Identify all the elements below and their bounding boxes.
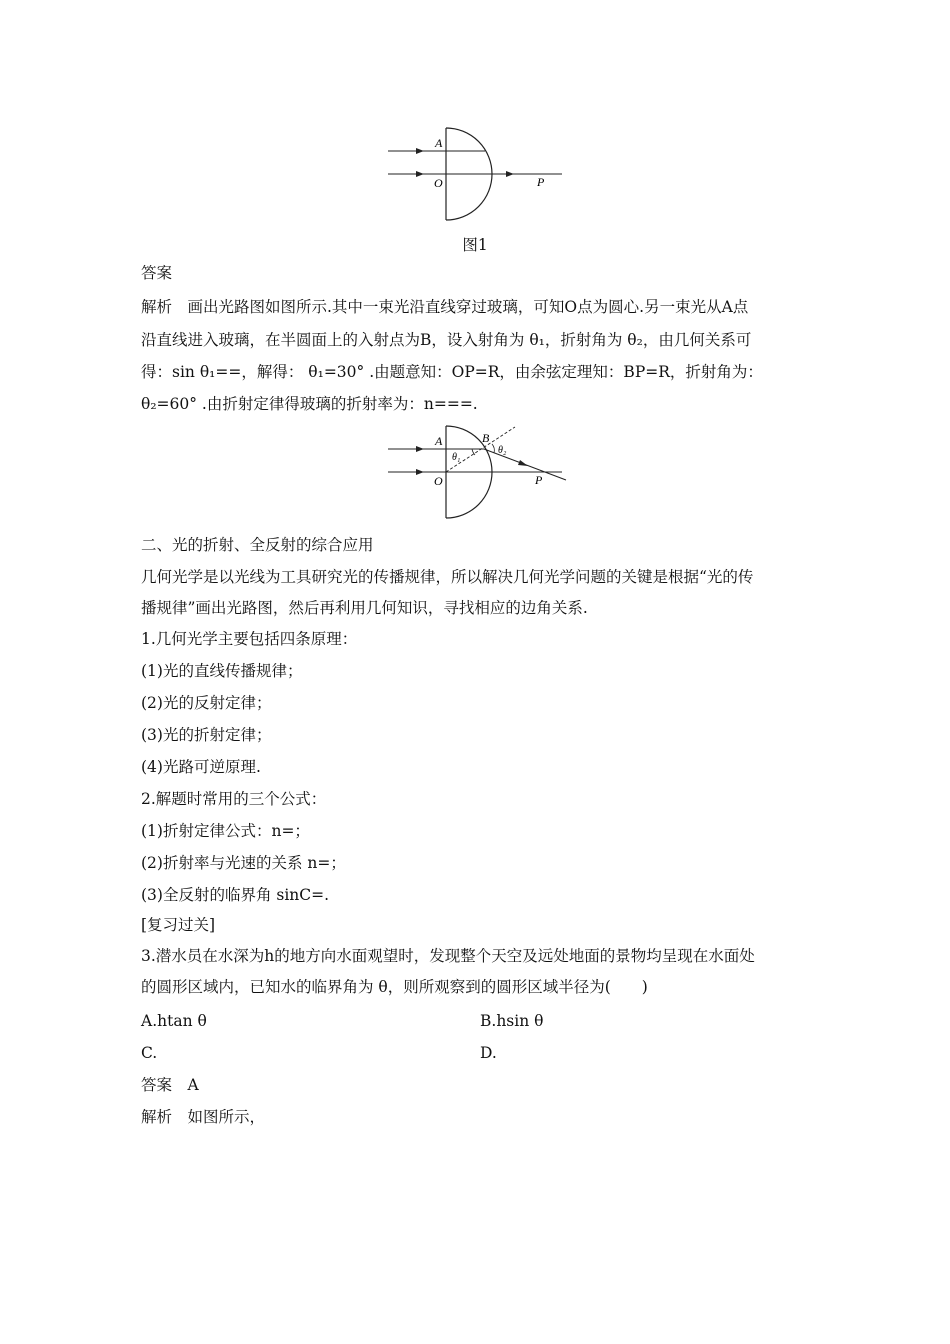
label-b: B	[482, 431, 490, 445]
question-line-1: 3.潜水员在水深为h的地方向水面观望时，发现整个天空及远处地面的景物均呈现在水面处	[141, 947, 755, 965]
analysis-line-2: 沿直线进入玻璃，在半圆面上的入射点为B，设入射角为 θ₁，折射角为 θ₂，由几何关系可	[141, 331, 752, 349]
answer-label: 答案	[141, 264, 173, 282]
section-heading: 二、光的折射、全反射的综合应用	[141, 536, 374, 554]
label-o: O	[434, 176, 443, 190]
figure-1-caption: 图1	[462, 236, 488, 254]
figure-2	[380, 422, 580, 522]
label-a: A	[435, 434, 443, 448]
analysis-line-1: 解析 画出光路图如图所示.其中一束光沿直线穿过玻璃，可知O点为圆心.另一束光从A点	[141, 298, 749, 316]
intro-line-1: 几何光学是以光线为工具研究光的传播规律，所以解决几何光学问题的关键是根据“光的传	[141, 568, 754, 586]
review-label: [复习过关]	[141, 916, 216, 934]
analysis-line-4: θ₂=60° .由折射定律得玻璃的折射率为：n===.	[141, 395, 478, 413]
intro-line-2: 播规律”画出光路图，然后再利用几何知识，寻找相应的边角关系.	[141, 599, 588, 617]
principle-4: (4)光路可逆原理.	[141, 758, 261, 776]
review-analysis: 解析 如图所示，	[141, 1108, 266, 1126]
label-theta2: θ₂	[498, 445, 507, 456]
option-d: D.	[480, 1044, 497, 1062]
label-p: P	[537, 175, 545, 189]
formula-2: (2)折射率与光速的关系 n=；	[141, 854, 346, 872]
analysis-line-3: 得：sin θ₁==，解得： θ₁=30° .由题意知：OP=R，由余弦定理知：BP=R，折射角为：	[141, 363, 763, 381]
point-2: 2.解题时常用的三个公式：	[141, 790, 327, 808]
principle-1: (1)光的直线传播规律；	[141, 662, 303, 680]
formula-1: (1)折射定律公式：n=；	[141, 822, 310, 840]
figure-1	[380, 120, 580, 225]
point-1: 1.几何光学主要包括四条原理：	[141, 630, 358, 648]
principle-2: (2)光的反射定律；	[141, 694, 272, 712]
formula-3: (3)全反射的临界角 sinC=.	[141, 886, 330, 904]
label-a: A	[435, 136, 443, 150]
label-p: P	[535, 473, 543, 487]
figure-2-diagram	[380, 422, 580, 522]
option-c: C.	[141, 1044, 158, 1062]
label-o: O	[434, 474, 443, 488]
question-line-2: 的圆形区域内，已知水的临界角为 θ，则所观察到的圆形区域半径为( )	[141, 978, 648, 996]
principle-3: (3)光的折射定律；	[141, 726, 272, 744]
review-answer: 答案 A	[141, 1076, 199, 1094]
option-a: A.htan θ	[141, 1012, 207, 1030]
figure-1-diagram	[380, 120, 580, 225]
option-b: B.hsin θ	[480, 1012, 544, 1030]
label-theta1: θ₁	[452, 452, 461, 463]
